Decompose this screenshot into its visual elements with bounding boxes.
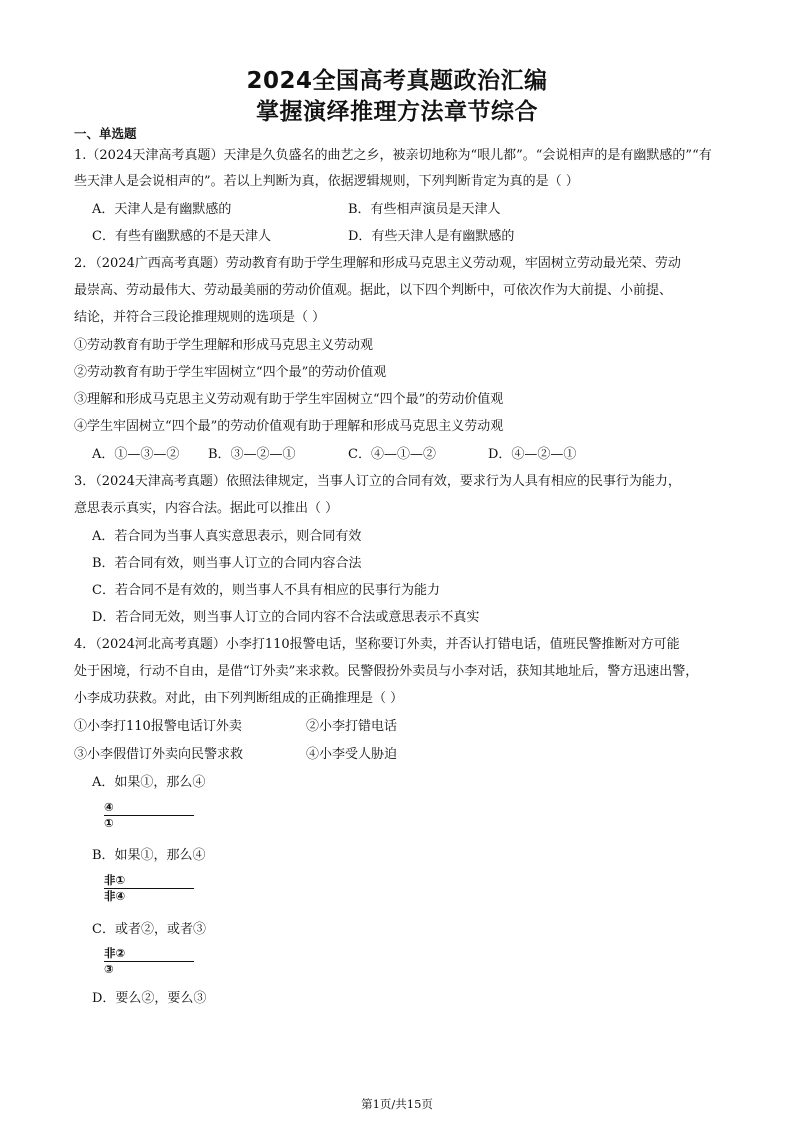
q3-stem-line2: 意思表示真实，内容合法。据此可以推出（ ）: [74, 501, 339, 516]
q4-statement-1: ①小李打110报警电话订外卖: [74, 719, 242, 734]
q4-option-c: C．或者②，或者③: [92, 922, 206, 937]
q2-statement-1: ①劳动教育有助于学生理解和形成马克思主义劳动观: [74, 338, 374, 353]
inference-line: [104, 815, 194, 816]
q2-stem-line3: 结论，并符合三段论推理规则的选项是（ ）: [74, 310, 326, 325]
q2-option-a: A．①—③—②: [92, 447, 180, 462]
q4-stem-line3: 小李成功获救。对此，由下列判断组成的正确推理是（ ）: [74, 691, 404, 706]
q1-option-d: D．有些天津人是有幽默感的: [348, 229, 515, 244]
q4-option-d: D．要么②，要么③: [92, 991, 207, 1006]
q4-stem-line2: 处于困境，行动不自由，是借“订外卖”来求救。民警假扮外卖员与小李对话，获知其地址后，警方迅速出警，: [74, 664, 699, 679]
document-subtitle: 掌握演绎推理方法章节综合: [256, 99, 538, 125]
q1-stem-line1: 1.（2024天津高考真题）天津是久负盛名的曲艺之乡，被亲切地称为“哏儿都”。“会说相声的是有幽默感的”“有: [74, 148, 712, 163]
inference-conclusion: 非④: [104, 889, 126, 903]
inference-premise: ④: [104, 800, 114, 814]
q4-statement-2: ②小李打错电话: [306, 719, 398, 734]
q1-stem-line2: 些天津人是会说相声的”。若以上判断为真，依据逻辑规则，下列判断肯定为真的是（ ）: [74, 174, 579, 189]
q4-option-b-inference: [104, 874, 200, 904]
q2-statement-4: ④学生牢固树立“四个最”的劳动价值观有助于理解和形成马克思主义劳动观: [74, 419, 504, 434]
q2-option-c: C．④—①—②: [348, 447, 436, 462]
q3-option-c: C．若合同不是有效的，则当事人不具有相应的民事行为能力: [92, 583, 440, 598]
section-heading: 一、单选题: [74, 126, 137, 141]
q3-option-d: D．若合同无效，则当事人订立的合同内容不合法或意思表示不真实: [92, 610, 480, 625]
q4-stem-line1: 4．（2024河北高考真题）小李打110报警电话，坚称要订外卖，并否认打错电话，值班民警推断对方可能: [74, 637, 680, 652]
inference-line: [104, 961, 194, 962]
q4-option-c-inference: [104, 947, 200, 977]
q1-option-a: A．天津人是有幽默感的: [92, 202, 232, 217]
q3-option-a: A．若合同为当事人真实意思表示，则合同有效: [92, 529, 362, 544]
q2-option-d: D．④—②—①: [488, 447, 577, 462]
q1-option-c: C．有些有幽默感的不是天津人: [92, 229, 271, 244]
inference-premise: 非②: [104, 946, 126, 960]
q2-stem-line1: 2．（2024广西高考真题）劳动教育有助于学生理解和形成马克思主义劳动观，牢固树立劳动最光荣、劳动: [74, 256, 681, 271]
q2-option-b: B．③—②—①: [208, 447, 296, 462]
page-footer: 第1页/共15页: [361, 1097, 433, 1111]
q3-stem-line1: 3．（2024天津高考真题）依照法律规定，当事人订立的合同有效，要求行为人具有相应的民事行为能力，: [74, 474, 681, 489]
q4-statement-4: ④小李受人胁迫: [306, 747, 398, 762]
inference-premise: 非①: [104, 873, 126, 887]
q1-option-b: B．有些相声演员是天津人: [348, 202, 501, 217]
document-title: 2024全国高考真题政治汇编: [246, 68, 548, 94]
inference-conclusion: ③: [104, 962, 114, 976]
q4-option-a-inference: [104, 801, 200, 831]
q4-option-b: B．如果①，那么④: [92, 848, 206, 863]
q3-option-b: B．若合同有效，则当事人订立的合同内容合法: [92, 556, 362, 571]
q4-statement-3: ③小李假借订外卖向民警求救: [74, 747, 244, 762]
q2-statement-2: ②劳动教育有助于学生牢固树立“四个最”的劳动价值观: [74, 365, 387, 380]
q2-stem-line2: 最崇高、劳动最伟大、劳动最美丽的劳动价值观。据此，以下四个判断中，可依次作为大前提、小前提、: [74, 283, 673, 298]
q2-statement-3: ③理解和形成马克思主义劳动观有助于学生牢固树立“四个最”的劳动价值观: [74, 392, 504, 407]
inference-conclusion: ①: [104, 816, 114, 830]
q4-option-a: A．如果①，那么④: [92, 775, 206, 790]
